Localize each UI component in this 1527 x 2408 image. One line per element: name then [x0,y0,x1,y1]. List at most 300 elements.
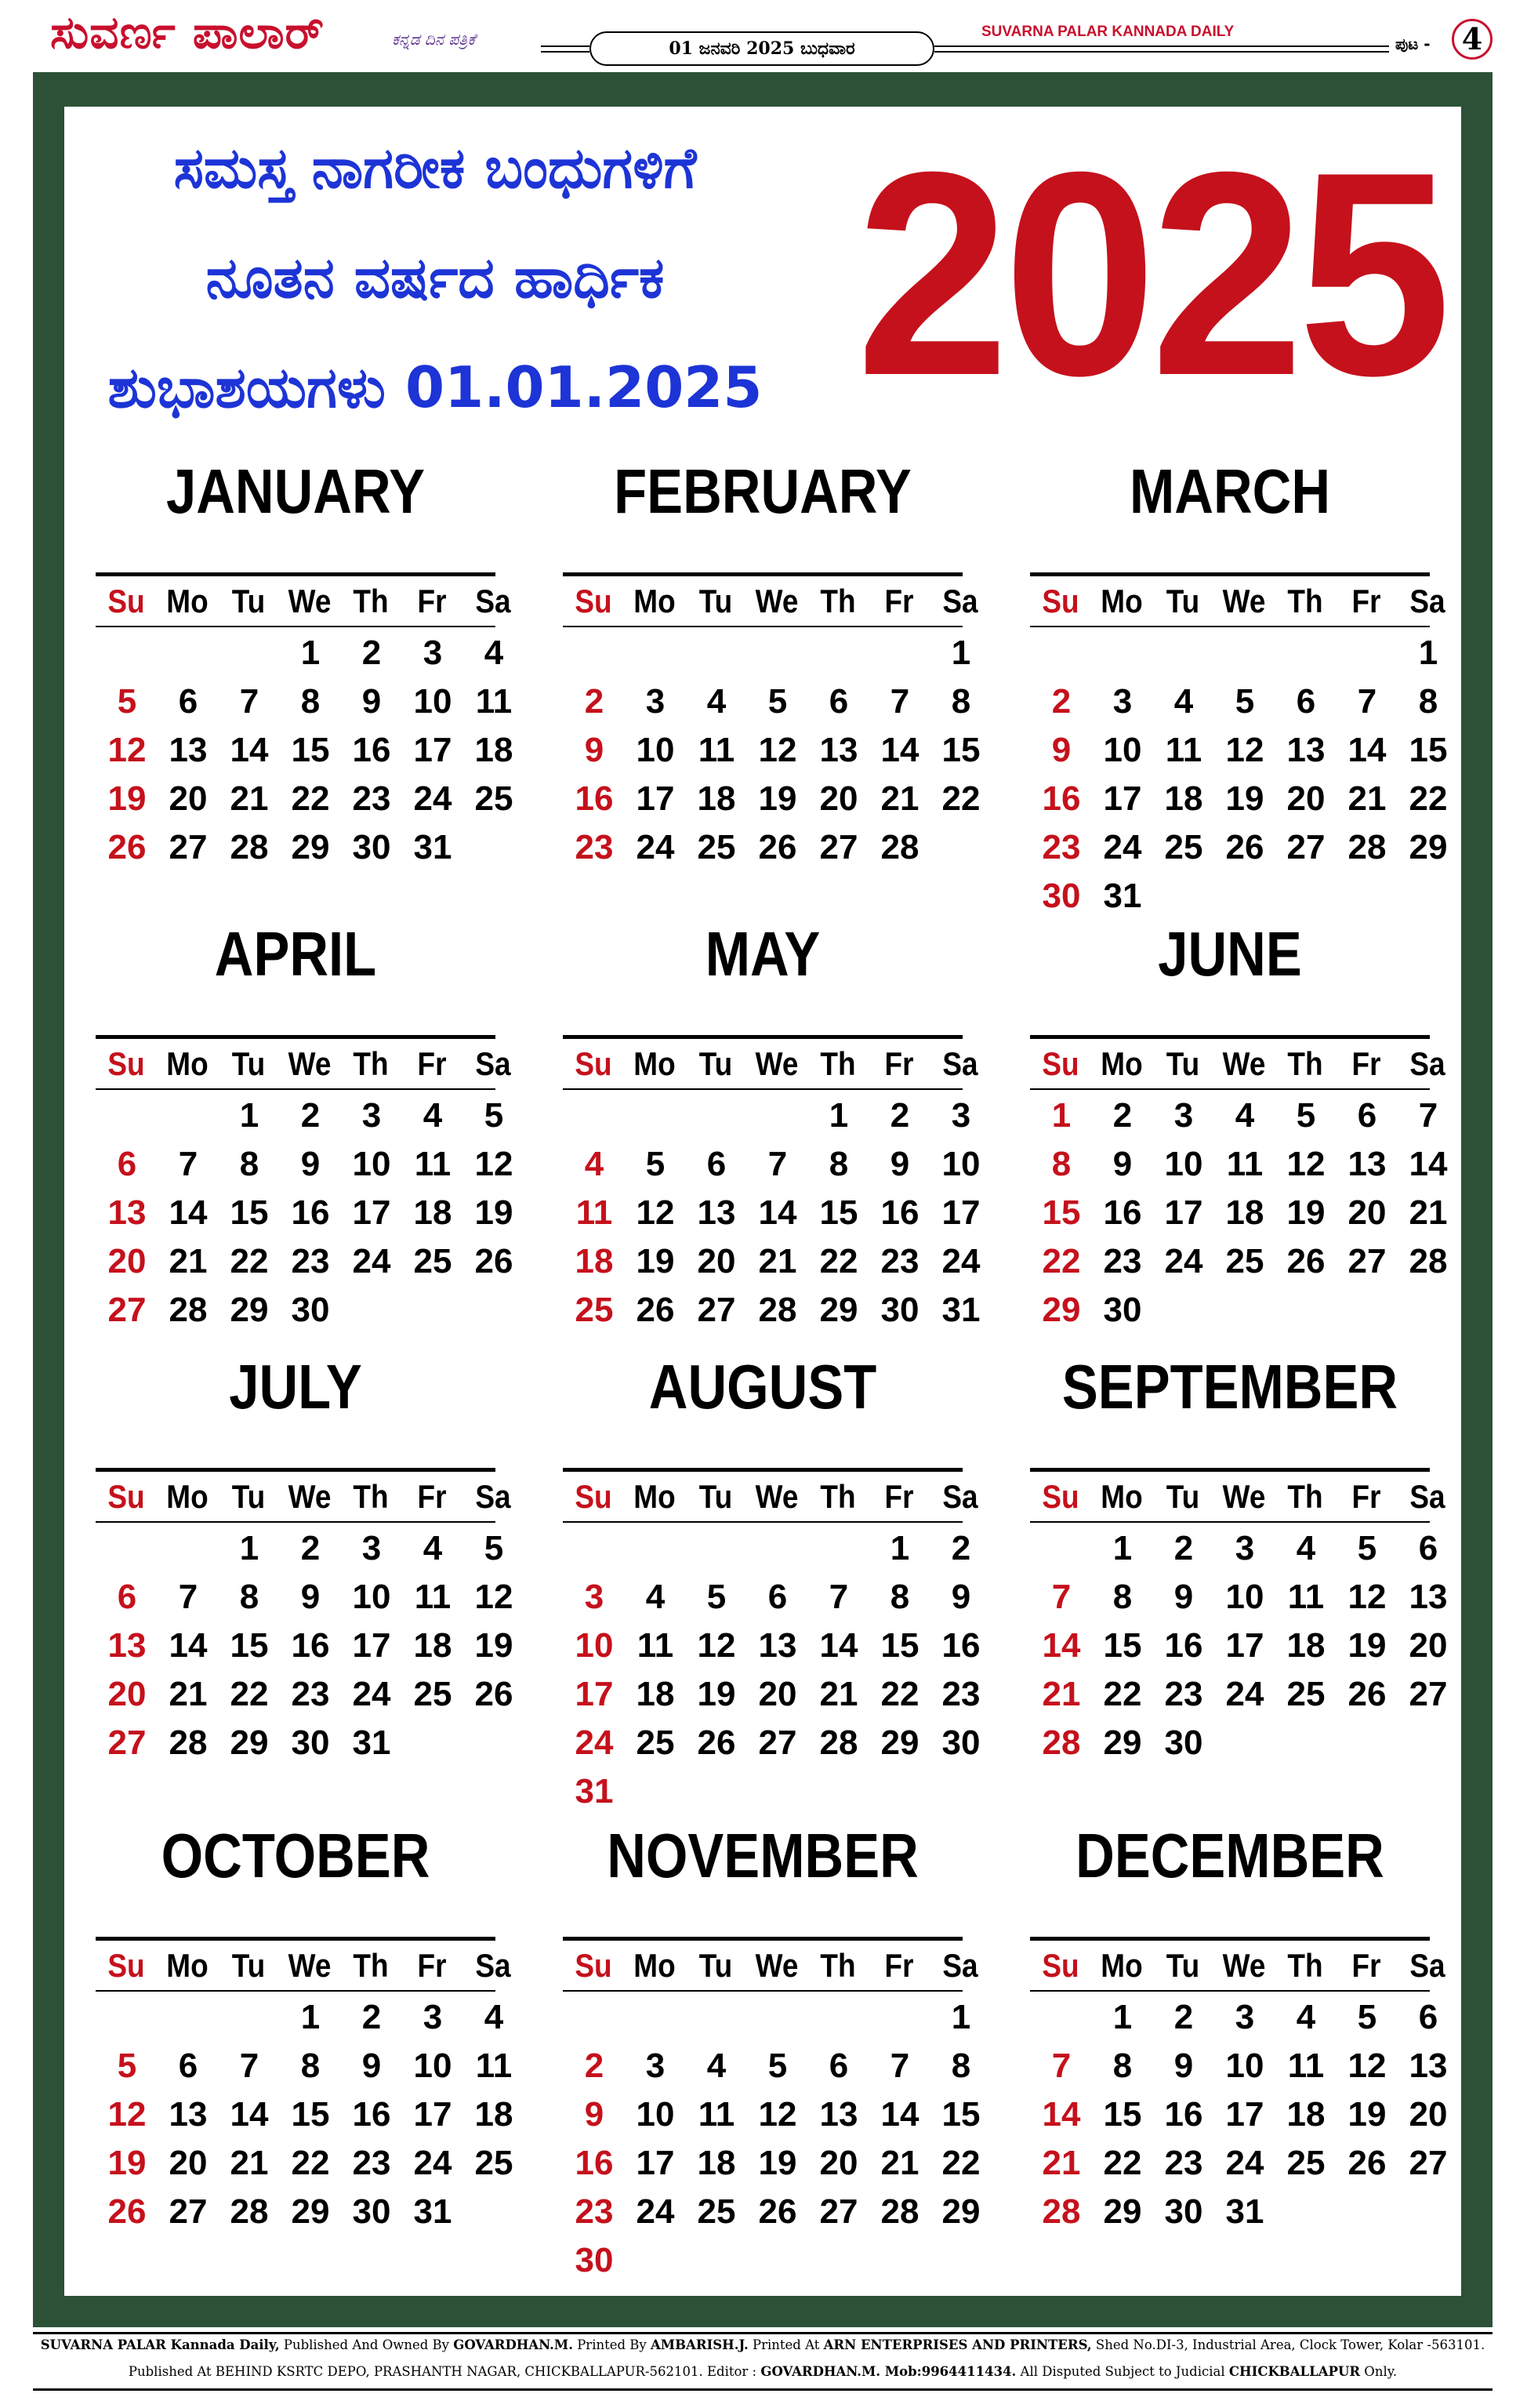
day-cell: 5 [706,1578,727,1616]
day-cell: 19 [1347,2095,1387,2134]
day-cell: 6 [767,1578,788,1616]
month-header-rule [96,1937,495,1941]
day-cell: 8 [300,682,321,721]
weekday-label: We [755,583,799,619]
day-cell: 16 [291,1193,330,1232]
day-cell: 15 [1042,1193,1081,1232]
day-cell: 14 [880,731,919,769]
footer-text: Printed At [748,2337,824,2352]
month-header-rule [1030,572,1430,576]
day-cell: 26 [758,2192,797,2231]
day-cell: 15 [1103,1626,1142,1665]
masthead-rule [541,51,589,53]
weekday-label: Mo [166,583,209,619]
day-cell: 10 [1225,2047,1264,2085]
day-cell: 11 [698,2095,735,2134]
day-cell: 27 [169,828,208,866]
month-header-rule [563,1937,963,1941]
day-cell: 2 [951,1529,971,1567]
day-cell: 30 [575,2241,614,2279]
weekday-rule [563,1990,963,1992]
day-cell: 9 [300,1145,321,1183]
day-cell: 6 [117,1145,137,1183]
weekday-label: Su [107,1947,145,1984]
day-cell: 22 [880,1675,919,1713]
day-cell: 12 [1347,1578,1387,1616]
day-cell: 3 [1235,1998,1255,2036]
weekday-rule [96,626,495,627]
day-cell: 5 [484,1096,504,1135]
footer-text: Only. [1360,2364,1398,2379]
day-cell: 16 [880,1193,919,1232]
day-cell: 16 [1042,779,1081,818]
weekday-rule [96,1990,495,1992]
weekday-rule [1030,1088,1430,1090]
day-cell: 28 [758,1291,797,1329]
day-cell: 20 [1347,1193,1387,1232]
day-cell: 28 [1409,1242,1448,1280]
day-cell: 5 [484,1529,504,1567]
day-cell: 1 [1051,1096,1072,1135]
day-cell: 16 [941,1626,981,1665]
day-cell: 6 [1418,1998,1438,2036]
day-cell: 10 [1225,1578,1264,1616]
day-cell: 7 [178,1578,198,1616]
day-cell: 7 [1051,1578,1072,1616]
day-cell: 8 [1418,682,1438,721]
weekday-label: Mo [1101,1478,1143,1515]
day-cell: 29 [291,828,330,866]
day-cell: 4 [1296,1998,1316,2036]
weekday-label: Su [575,1478,612,1515]
day-cell: 22 [819,1242,858,1280]
weekday-header [96,1474,511,1520]
day-cell: 12 [1225,731,1264,769]
day-cell: 15 [291,2095,330,2134]
day-cell: 9 [1173,2047,1194,2085]
day-cell: 1 [951,1998,971,2036]
footer-text: Printed By [572,2337,651,2352]
weekday-label: Fr [884,1045,914,1082]
day-cell: 24 [1103,828,1142,866]
greeting-line-3: ಶುಭಾಶಯಗಳು 01.01.2025 [107,354,763,420]
day-cell: 10 [941,1145,981,1183]
weekday-label: Mo [633,1478,676,1515]
day-cell: 25 [575,1291,614,1329]
day-cell: 24 [352,1242,391,1280]
day-cell: 11 [414,1145,452,1183]
day-cell: 19 [1347,1626,1387,1665]
day-cell: 19 [474,1193,513,1232]
weekday-label: Tu [1166,1045,1200,1082]
weekday-label: Tu [698,1947,733,1984]
weekday-label: Tu [1166,583,1200,619]
weekday-label: Sa [475,1045,511,1082]
month-header-rule [563,572,963,576]
day-cell: 17 [352,1193,391,1232]
day-cell: 25 [1286,1675,1326,1713]
day-cell: 26 [1286,1242,1326,1280]
weekday-rule [1030,1990,1430,1992]
day-cell: 16 [352,731,391,769]
day-cell: 20 [697,1242,736,1280]
footer-printer: AMBARISH.J. [651,2337,749,2352]
day-cell: 5 [117,682,137,721]
day-cell: 28 [230,2192,269,2231]
day-cell: 29 [1103,2192,1142,2231]
day-cell: 12 [1286,1145,1326,1183]
day-cell: 17 [1225,1626,1264,1665]
day-cell: 1 [1112,1998,1133,2036]
month-title: FEBRUARY [614,456,912,526]
day-cell: 17 [636,2144,675,2182]
day-cell: 17 [1225,2095,1264,2134]
day-cell: 13 [758,1626,797,1665]
day-cell: 11 [475,682,513,721]
day-cell: 19 [697,1675,736,1713]
day-cell: 2 [300,1529,321,1567]
weekday-label: We [1222,583,1266,619]
day-cell: 25 [474,2144,513,2182]
day-cell: 15 [941,2095,981,2134]
day-cell: 20 [169,2144,208,2182]
day-cell: 6 [829,682,849,721]
day-cell: 23 [880,1242,919,1280]
day-cell: 25 [1225,1242,1264,1280]
weekday-label: Su [575,1045,612,1082]
weekday-label: Fr [1351,583,1381,619]
day-cell: 13 [169,2095,208,2134]
day-cell: 30 [352,2192,391,2231]
day-cell: 11 [1287,1578,1325,1616]
day-cell: 2 [584,682,604,721]
weekday-rule [1030,626,1430,627]
day-cell: 15 [230,1626,269,1665]
day-cell: 19 [758,779,797,818]
day-cell: 28 [1042,1723,1081,1762]
day-cell: 11 [1226,1145,1264,1183]
day-cell: 8 [300,2047,321,2085]
day-cell: 19 [636,1242,675,1280]
day-cell: 26 [636,1291,675,1329]
day-cell: 22 [1103,2144,1142,2182]
day-cell: 20 [169,779,208,818]
day-cell: 21 [1042,2144,1081,2182]
day-cell: 9 [1051,731,1072,769]
day-cell: 31 [413,2192,452,2231]
weekday-label: Mo [633,1947,676,1984]
day-cell: 13 [1286,731,1326,769]
newspaper-logo: ಸುವರ್ಣ ಪಾಲಾರ್ [50,5,325,59]
day-cell: 25 [697,828,736,866]
day-cell: 20 [1409,2095,1448,2134]
day-cell: 27 [1286,828,1326,866]
day-cell: 24 [1164,1242,1203,1280]
day-cell: 14 [1042,2095,1081,2134]
day-cell: 8 [951,2047,971,2085]
day-cell: 4 [1296,1529,1316,1567]
day-cell: 23 [575,2192,614,2231]
day-cell: 26 [758,828,797,866]
weekday-label: Fr [1351,1045,1381,1082]
month-title: JULY [229,1352,362,1422]
day-cell: 14 [169,1626,208,1665]
day-cell: 12 [758,2095,797,2134]
day-cell: 2 [1173,1998,1194,2036]
day-cell: 27 [1409,2144,1448,2182]
day-cell: 21 [230,779,269,818]
month-header-rule [563,1035,963,1039]
month-title: SEPTEMBER [1061,1352,1398,1422]
day-cell: 27 [697,1291,736,1329]
weekday-label: Su [1042,1478,1079,1515]
day-cell: 3 [584,1578,604,1616]
day-cell: 17 [636,779,675,818]
day-cell: 3 [1235,1529,1255,1567]
day-cell: 24 [1225,2144,1264,2182]
weekday-label: We [288,1478,332,1515]
day-cell: 4 [706,682,727,721]
day-cell: 22 [1103,1675,1142,1713]
day-cell: 14 [1347,731,1387,769]
day-cell: 30 [291,1291,330,1329]
weekday-label: Sa [1409,1478,1445,1515]
day-cell: 2 [1112,1096,1133,1135]
day-cell: 15 [880,1626,919,1665]
weekday-label: Sa [942,583,978,619]
footer-line-2 [33,2362,1493,2382]
day-cell: 25 [636,1723,675,1762]
footer-text: All Disputed Subject to Judicial [1016,2364,1229,2379]
day-cell: 31 [352,1723,391,1762]
day-cell: 26 [1225,828,1264,866]
day-cell: 11 [475,2047,513,2085]
day-cell: 15 [819,1193,858,1232]
day-cell: 6 [178,682,198,721]
day-cell: 3 [645,682,666,721]
day-cell: 1 [951,634,971,672]
day-cell: 11 [414,1578,452,1616]
weekday-label: Sa [942,1045,978,1082]
weekday-label: Tu [231,1478,266,1515]
day-cell: 2 [1051,682,1072,721]
day-cell: 5 [1357,1998,1377,2036]
day-cell: 9 [584,2095,604,2134]
weekday-label: Mo [166,1045,209,1082]
day-cell: 20 [107,1242,147,1280]
day-cell: 6 [1296,682,1316,721]
weekday-header [96,579,511,624]
day-cell: 1 [1418,634,1438,672]
weekday-label: Mo [1101,1045,1143,1082]
day-cell: 18 [1286,2095,1326,2134]
day-cell: 10 [1103,731,1142,769]
day-cell: 7 [829,1578,849,1616]
weekday-label: Fr [417,1947,447,1984]
weekday-header [1030,1474,1445,1520]
day-cell: 6 [117,1578,137,1616]
day-cell: 29 [880,1723,919,1762]
day-cell: 9 [1112,1145,1133,1183]
day-cell: 13 [107,1193,147,1232]
day-cell: 27 [819,828,858,866]
day-cell: 14 [230,2095,269,2134]
day-cell: 18 [575,1242,614,1280]
day-cell: 3 [1112,682,1133,721]
day-cell: 25 [413,1675,452,1713]
day-cell: 20 [107,1675,147,1713]
day-cell: 30 [1103,1291,1142,1329]
day-cell: 26 [1347,2144,1387,2182]
day-cell: 9 [361,682,382,721]
weekday-label: Tu [698,583,733,619]
weekday-label: Fr [417,1045,447,1082]
weekday-header [96,1943,511,1989]
day-cell: 9 [300,1578,321,1616]
day-cell: 26 [107,2192,147,2231]
weekday-label: Su [575,1947,612,1984]
day-cell: 23 [291,1675,330,1713]
day-cell: 11 [637,1626,674,1665]
weekday-label: Su [1042,1947,1079,1984]
day-cell: 28 [1042,2192,1081,2231]
day-cell: 17 [941,1193,981,1232]
day-cell: 18 [1164,779,1203,818]
weekday-label: Tu [1166,1478,1200,1515]
weekday-label: Mo [1101,583,1143,619]
day-cell: 23 [352,2144,391,2182]
day-cell: 22 [1042,1242,1081,1280]
day-cell: 3 [423,1998,443,2036]
day-cell: 21 [880,779,919,818]
weekday-label: Mo [1101,1947,1143,1984]
day-cell: 22 [291,2144,330,2182]
day-cell: 24 [575,1723,614,1762]
masthead-rule [541,45,589,47]
day-cell: 18 [636,1675,675,1713]
weekday-label: Sa [942,1478,978,1515]
day-cell: 16 [575,779,614,818]
weekday-label: Sa [475,1947,511,1984]
month-title: MARCH [1129,456,1331,526]
day-cell: 4 [706,2047,727,2085]
day-cell: 27 [107,1723,147,1762]
weekday-label: Su [107,1045,145,1082]
day-cell: 23 [291,1242,330,1280]
day-cell: 6 [706,1145,727,1183]
day-cell: 19 [474,1626,513,1665]
day-cell: 29 [1409,828,1448,866]
day-cell: 10 [636,731,675,769]
day-cell: 5 [1296,1096,1316,1135]
day-cell: 4 [1173,682,1194,721]
day-cell: 25 [697,2192,736,2231]
day-cell: 4 [484,634,504,672]
day-cell: 23 [1164,2144,1203,2182]
day-cell: 19 [1225,779,1264,818]
day-cell: 19 [107,779,147,818]
day-cell: 21 [1409,1193,1448,1232]
day-cell: 4 [584,1145,604,1183]
month-header-rule [96,572,495,576]
day-cell: 13 [697,1193,736,1232]
day-cell: 21 [230,2144,269,2182]
page-number: 4 [1452,19,1493,60]
day-cell: 14 [880,2095,919,2134]
day-cell: 24 [413,2144,452,2182]
year-heading: 2025 [856,112,1445,436]
day-cell: 1 [829,1096,849,1135]
day-cell: 1 [239,1529,259,1567]
month-title: NOVEMBER [607,1821,919,1890]
day-cell: 7 [767,1145,788,1183]
day-cell: 16 [291,1626,330,1665]
day-cell: 31 [941,1291,981,1329]
footer-line-1 [33,2335,1493,2355]
weekday-rule [563,626,963,627]
day-cell: 17 [575,1675,614,1713]
day-cell: 8 [951,682,971,721]
day-cell: 25 [474,779,513,818]
day-cell: 10 [413,682,452,721]
day-cell: 7 [890,2047,910,2085]
day-cell: 31 [575,1772,614,1811]
weekday-rule [96,1521,495,1523]
day-cell: 18 [697,779,736,818]
day-cell: 9 [361,2047,382,2085]
day-cell: 17 [413,2095,452,2134]
weekday-rule [563,1521,963,1523]
weekday-label: Mo [166,1478,209,1515]
weekday-label: Th [353,1045,389,1082]
day-cell: 26 [474,1675,513,1713]
day-cell: 7 [1051,2047,1072,2085]
day-cell: 27 [169,2192,208,2231]
day-cell: 25 [1164,828,1203,866]
weekday-label: Fr [884,583,914,619]
weekday-label: Th [1287,1947,1323,1984]
day-cell: 8 [239,1578,259,1616]
footer-text: Published And Owned By [279,2337,454,2352]
weekday-label: Tu [231,1947,266,1984]
weekday-label: Su [107,583,145,619]
day-cell: 9 [1173,1578,1194,1616]
day-cell: 12 [697,1626,736,1665]
day-cell: 8 [1112,1578,1133,1616]
day-cell: 21 [1347,779,1387,818]
masthead-rule [934,51,1389,53]
day-cell: 27 [107,1291,147,1329]
weekday-label: Fr [884,1947,914,1984]
month-title: APRIL [214,919,377,989]
weekday-label: Sa [1409,1045,1445,1082]
day-cell: 3 [951,1096,971,1135]
weekday-label: Su [575,583,612,619]
day-cell: 21 [1042,1675,1081,1713]
day-cell: 24 [636,2192,675,2231]
month-title: MAY [705,919,821,989]
day-cell: 5 [1357,1529,1377,1567]
day-cell: 29 [941,2192,981,2231]
day-cell: 19 [758,2144,797,2182]
weekday-label: Sa [942,1947,978,1984]
day-cell: 22 [941,779,981,818]
day-cell: 20 [758,1675,797,1713]
weekday-label: Mo [633,583,676,619]
masthead-rule [934,45,1389,47]
day-cell: 24 [636,828,675,866]
day-cell: 4 [484,1998,504,2036]
